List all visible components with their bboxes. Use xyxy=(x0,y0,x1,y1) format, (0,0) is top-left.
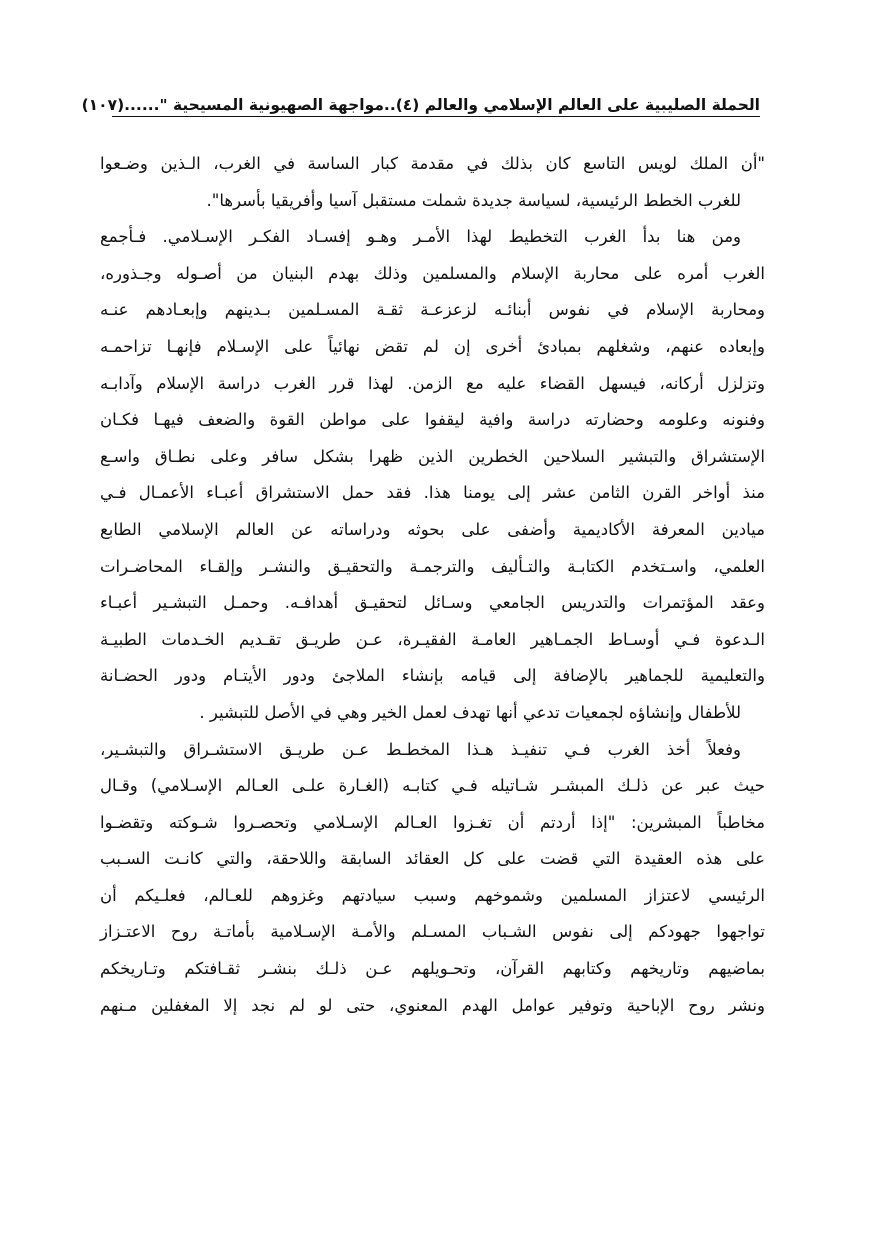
running-header-title: الحملة الصليبية على العالم الإسلامي والعالم (٤)..مواجهة الصهيونية المسيحية "...... xyxy=(124,96,760,114)
text-line: وتزلزل أركانه، فيسهل القضاء عليه مع الزمن. لهذا قرر الغرب دراسة الإسلام وآدابـه xyxy=(100,373,765,393)
text-line: وفنونه وعلومه وحضارته دراسة وافية ليقفوا على مواطن القوة والضعف فيهـا فكـان xyxy=(100,410,765,430)
header-divider xyxy=(112,116,760,117)
text-line: ميادين المعرفة الأكاديمية وأضفى على بحوثه ودراساته عن العالم الإسلامي الطابع xyxy=(100,519,765,539)
text-line: مخاطباً المبشرين: "إذا أردتم أن تغـزوا العـالم الإسـلامي وتحصـروا شـوكته وتقضـوا xyxy=(100,812,765,832)
text-line: وفعلاً أخذ الغرب فـي تنفيـذ هـذا المخطـط عـن طريـق الاستشـراق والتبشـير، xyxy=(100,739,741,759)
text-line: ومحاربة الإسلام في نفوس أبنائـه لزعزعـة ثقـة المسـلمين بـدينهم وإبعـادهم عنـه xyxy=(100,300,765,320)
text-line: للغرب الخطط الرئيسية، لسياسة جديدة شملت مستقبل آسيا وأفريقيا بأسرها". xyxy=(206,190,741,210)
text-line: الإستشراق والتبشير السلاحين الخطرين الذين ظهرا بشكل سافر وعلى نطـاق واسـع xyxy=(100,446,765,466)
text-line: منذ أواخر القرن الثامن عشر إلى يومنا هذا. فقد حمل الاستشراق أعبـاء الأعمـال فـي xyxy=(100,483,765,503)
text-line: والتعليمية للجماهير بالإضافة إلى قيامه بإنشاء الملاجئ ودور الأيتـام ودور الحضـانة xyxy=(100,666,765,686)
running-header xyxy=(81,88,760,114)
body-text xyxy=(100,146,765,1024)
text-line: ونشر روح الإباحية وتوفير عوامل الهدم المعنوي، حتى لو لم نجد إلا المغفلين مـنهم xyxy=(100,995,765,1015)
text-line: الرئيسي لاعتزاز المسلمين وشموخهم وسبب سيادتهم وغزوهم للعـالم، فعلـيكم أن xyxy=(100,885,765,905)
text-line: للأطفال وإنشاؤه لجمعيات تدعي أنها تهدف لعمل الخير وهي في الأصل للتبشير . xyxy=(199,702,741,722)
text-line: وعقد المؤتمرات والتدريس الجامعي وسـائل لتحقيـق أهدافـه. وحمـل التبشـير أعبـاء xyxy=(100,593,765,613)
text-line: "أن الملك لويس التاسع كان بذلك في مقدمة كبار الساسة في الغرب، الـذين وضـعوا xyxy=(100,154,765,173)
text-line: حيث عبر عن ذلـك المبشـر شـاتيله فـي كتابـه (الغـارة علـى العـالم الإسـلامي) وقـال xyxy=(100,776,765,796)
text-line: الغرب أمره على محاربة الإسلام والمسلمين وذلك بهدم البنيان من أصـوله وجـذوره، xyxy=(100,263,765,283)
text-line: وإبعاده عنهم، وشغلهم بمبادئ أخرى إن لم تقض نهائياً على الإسـلام فإنهـا تزاحمـه xyxy=(100,336,765,356)
text-line: على هذه العقيدة التي قضت على كل العقائد السابقة واللاحقة، والتي كانـت السـبب xyxy=(100,849,765,869)
text-line: ومن هنا بدأ الغرب التخطيط لهذا الأمـر وهـو إفسـاد الفكـر الإسـلامي. فـأجمع xyxy=(100,227,741,247)
text-line: تواجهوا جهودكم إلى نفوس الشـباب المسـلم والأمـة الإسـلامية بأماتـة روح الاعتـزاز xyxy=(100,922,765,942)
text-line: العلمي، واسـتخدم الكتابـة والتـأليف والترجمـة والتحقيـق والنشـر وإلقـاء المحاضـرات xyxy=(100,556,765,576)
text-line: الـدعوة فـي أوسـاط الجمـاهير العامـة الفقيـرة، عـن طريـق تقـديم الخـدمات الطبيـة xyxy=(100,629,765,649)
text-line: بماضيهم وتاريخهم وكتابهم القرآن، وتحـويلهم عـن ذلـك بنشـر ثقـافتكم وتـاريخكم xyxy=(100,959,765,979)
page-number: (١٠٧) xyxy=(81,96,125,114)
